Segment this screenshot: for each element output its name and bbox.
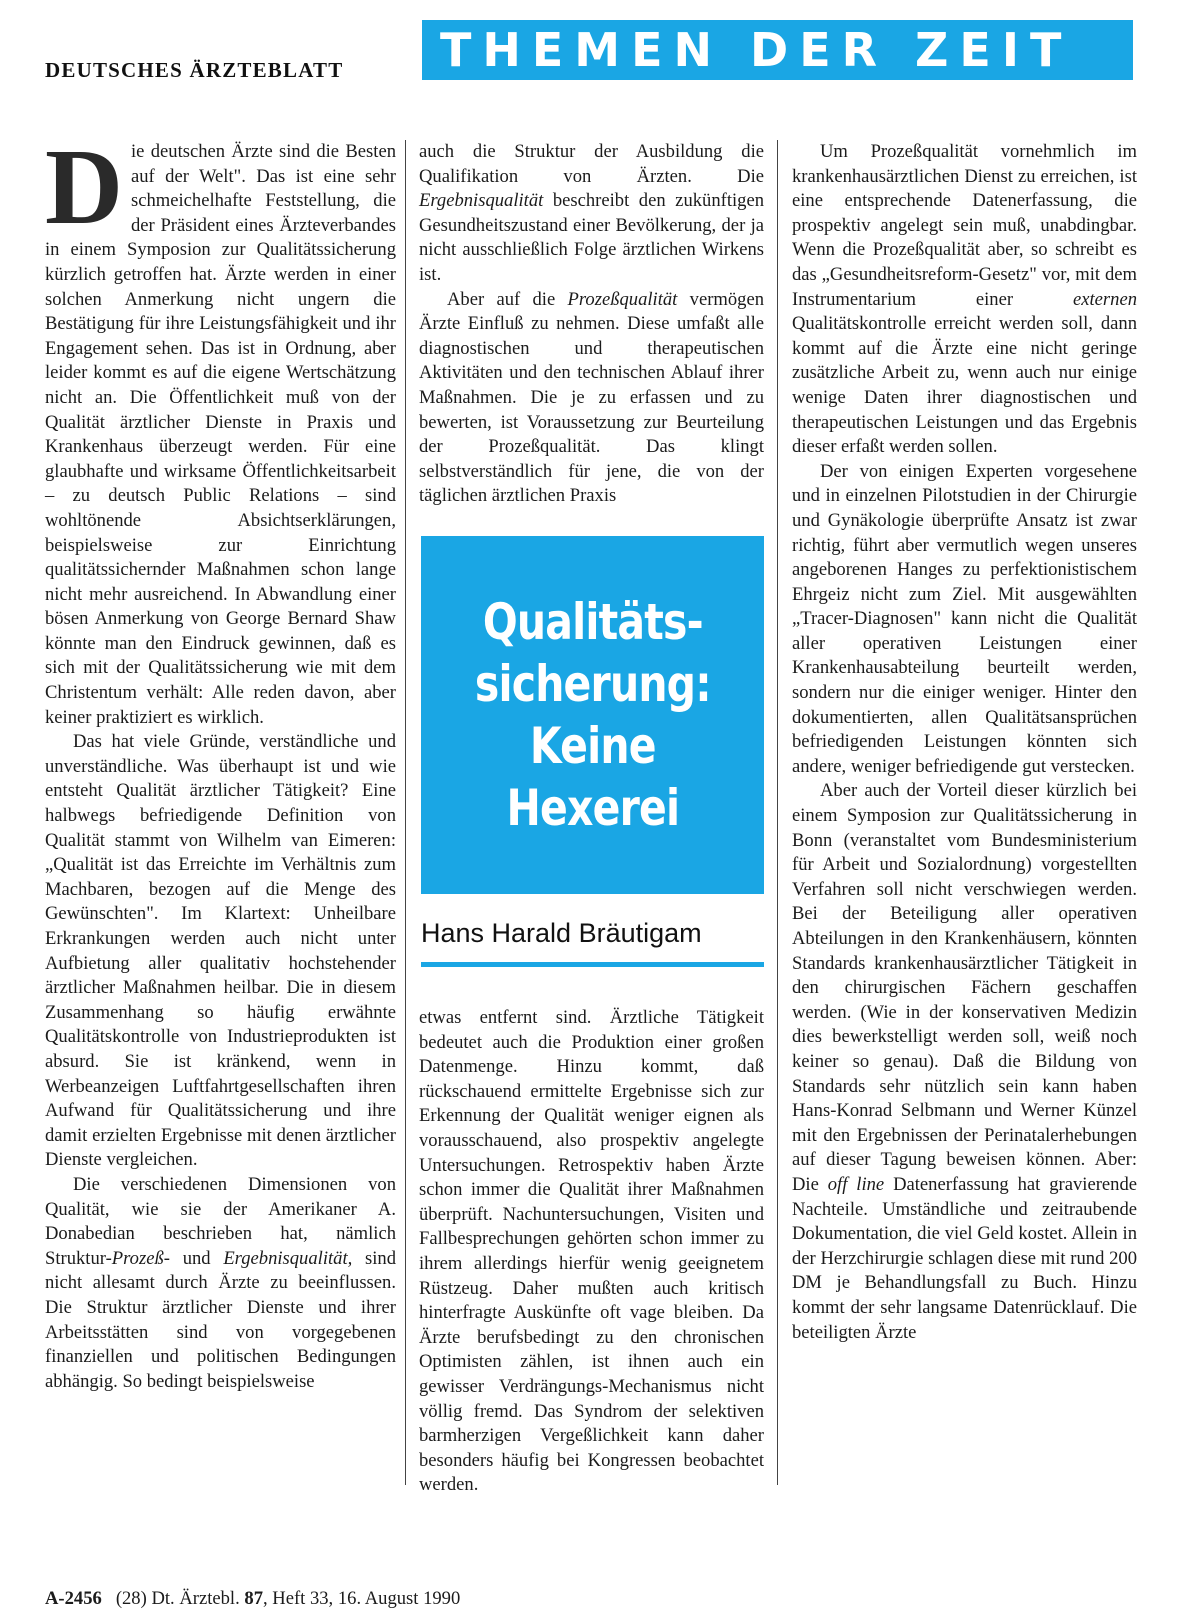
paragraph: Das hat viele Gründe, verständliche und unverständliche. Was überhaupt ist und wie entsteht Qualität ärztlicher Tätigkeit? Eine halbwegs befriedigende Definition von Qualität stammt von Wilhelm van Eimeren: „Qualität ist das Erreichte im Verhältnis zum Machbaren, bezogen auf die Menge des Gewünschten". Im Klartext: Unheilbare Erkrankungen werden auch nicht unter Aufbietung aller qualitativ hochstehender ärztlicher Maßnahmen heilbar. Die in diesem Zusammenhang so häufig erwähnte Qualitätskontrolle von Industrieprodukten ist absurd. Sie ist kränkend, wenn in Werbeanzeigen Luftfahrtgesellschaften ihren Aufwand für Qualitätssicherung und ihre damit erzielten Ergebnisse mit denen ärztlicher Dienste vergleichen.	[45, 731, 396, 1171]
paragraph: Um Prozeßqualität vornehmlich im krankenhausärztlichen Dienst zu erreichen, ist eine entsprechende Datenerfassung, die prospektiv angelegt sein muß, unabdingbar. Wenn die Prozeßqualität aber, so schreibt es das „Gesundheitsreform-Gesetz" vor, mit dem Instrumentarium einer externen Qualitätskontrolle erreicht werden soll, dann kommt auf die Ärzte eine nicht geringe zusätzliche Arbeit zu, wenn auch nur einige wenige Daten ihrer diagnostischen und therapeutischen Leistungen und das Ergebnis dieser erfaßt werden sollen.	[792, 141, 1137, 458]
author-name: Hans Harald Bräutigam	[421, 918, 702, 948]
column-divider	[405, 140, 406, 1485]
author-underline	[421, 962, 764, 967]
paragraph: Aber auf die Prozeßqualität vermögen Ärzte Einfluß zu nehmen. Diese umfaßt alle diagnostischen und therapeutischen Aktivitäten und den technischen Ablauf ihrer Maßnahmen. Die je zu erfassen und zu bewerten, ist Voraussetzung zur Beurteilung der Prozeßqualität. Das klingt selbstverständlich für jene, die von der täglichen ärztlichen Praxis	[419, 288, 765, 507]
article-column-2-bottom	[419, 1006, 764, 1498]
paragraph: Die deutschen Ärzte sind die Besten auf der Welt". Das ist eine sehr schmeichelhafte Feststellung, die der Präsident eines Ärzteverbandes in einem Symposion zur Qualitätssicherung kürzlich getroffen hat. Ärzte werden in einer solchen Anmerkung nicht ungern die Bestätigung für ihre Leistungsfähigkeit und ihr Engagement sehen. Das ist in Ordnung, aber leider kommt es auf die eigene Wertschätzung nicht an. Die Öffentlichkeit muß von der Qualität ärztlicher Dienste in Praxis und Krankenhaus überzeugt werden. Für eine glaubhafte und wirksame Öffentlichkeitsarbeit – zu deutsch Public Relations – sind wohltönende Absichtserklärungen, beispielsweise zur Einrichtung qualitätssichernder Maßnahmen schon lange nicht mehr ausreichend. In Abwandlung einer bösen Anmerkung von George Bernard Shaw könnte man den Eindruck gewinnen, daß es sich mit der Qualitätssicherung wie mit dem Christentum verhält: Alle reden davon, aber keiner praktiziert es wirklich.	[45, 128, 396, 728]
paragraph: Die verschiedenen Dimensionen von Qualität, wie sie der Amerikaner A. Donabedian beschrieben hat, nämlich Struktur-Prozeß- und Ergebnisqualität, sind nicht allesamt durch Ärzte zu beeinflussen. Die Struktur ärztlicher Dienste und ihrer Arbeitsstätten sind von vorgegebenen finanziellen und politischen Bedingungen abhängig. So bedingt beispielsweise	[45, 1173, 396, 1392]
paragraph: Der von einigen Experten vorgesehene und in einzelnen Pilotstudien in der Chirurgie und Gynäkologie überprüfte Ansatz ist zwar richtig, führt aber vermutlich wegen unseres angeborenen Hanges zu perfektionistischem Ehrgeiz nicht zum Ziel. Mit ausgewählten „Tracer-Diagnosen" kann nicht die Qualität aller operativen Leistungen einer Krankenhausabteilung beurteilt werden, sondern nur die einiger weniger. Hinter den dokumentierten, allen Qualitätsansprüchen befriedigenden Leistungen könnten sich andere, weniger befriedigende gut verstecken.	[792, 460, 1137, 777]
page-number: A-2456	[45, 1588, 102, 1609]
article-column-2-top	[419, 140, 764, 509]
section-banner: THEMEN DER ZEIT	[422, 20, 1133, 80]
article-headline: Qualitäts- sicherung: Keine Hexerei	[474, 593, 711, 837]
headline-box	[421, 536, 764, 894]
page-footer	[45, 1588, 460, 1610]
column-divider	[777, 140, 778, 1485]
article-column-3	[792, 140, 1137, 1345]
journal-title: DEUTSCHES ÄRZTEBLATT	[45, 58, 344, 82]
article-column-1	[45, 128, 396, 1394]
drop-cap: D	[45, 128, 123, 247]
paragraph: etwas entfernt sind. Ärztliche Tätigkeit bedeutet auch die Produktion einer großen Datenmenge. Hinzu kommt, daß rückschauend ermittelte Ergebnisse sich zur Erkennung der Qualität weniger eignen als vorausschauend, also prospektiv angelegte Untersuchungen. Retrospektiv haben Ärzte schon immer die Qualität ihrer Maßnahmen überprüft. Nachuntersuchungen, Visiten und Fallbesprechungen gehörten schon immer zu ihrem allerdings hierfür wenig geeignetem Rüstzeug. Daher mußten auch kritisch hinterfragte Auskünfte oft vage bleiben. Da Ärzte berufsbedingt zu den chronischen Optimisten zählen, ist ihnen auch ein gewisser Verdrängungs-Mechanismus nicht völlig fremd. Das Syndrom der selektiven barmherzigen Vergeßlichkeit kann daher besonders häufig bei Kongressen beobachtet werden.	[419, 1007, 764, 1496]
paragraph: auch die Struktur der Ausbildung die Qualifikation von Ärzten. Die Ergebnisqualität beschreibt den zukünftigen Gesundheitszustand einer Bevölkerung, der ja nicht ausschließlich Folge ärztlichen Wirkens ist.	[419, 141, 764, 285]
paragraph: Aber auch der Vorteil dieser kürzlich bei einem Symposion zur Qualitätssicherung in Bonn (veranstaltet vom Bundesministerium für Arbeit und Sozialordnung) vorgestellten Verfahren soll nicht verschwiegen werden. Bei der Beteiligung aller operativen Abteilungen in den Krankenhäusern, könnten Standards krankenhausärztlicher Tätigkeit in den chirurgischen Fächern geschaffen werden. (Wie in der konservativen Medizin dies bewerkstelligt werden soll, weiß noch keiner so genau). Daß die Bildung von Standards sehr nützlich sein kann haben Hans-Konrad Selbmann und Werner Künzel mit den Ergebnissen der Perinatalerhebungen auf dieser Tagung beweisen können. Aber: Die off line Datenerfassung hat gravierende Nachteile. Umständliche und zeitraubende Dokumentation, die viel Geld kostet. Allein in der Herzchirurgie schlagen diese mit rund 200 DM je Behandlungsfall zu Buch. Hinzu kommt der sehr langsame Datenrücklauf. Die beteiligten Ärzte	[792, 780, 1137, 1343]
citation: (28) Dt. Ärztebl. 87, Heft 33, 16. August 1990	[115, 1588, 461, 1609]
